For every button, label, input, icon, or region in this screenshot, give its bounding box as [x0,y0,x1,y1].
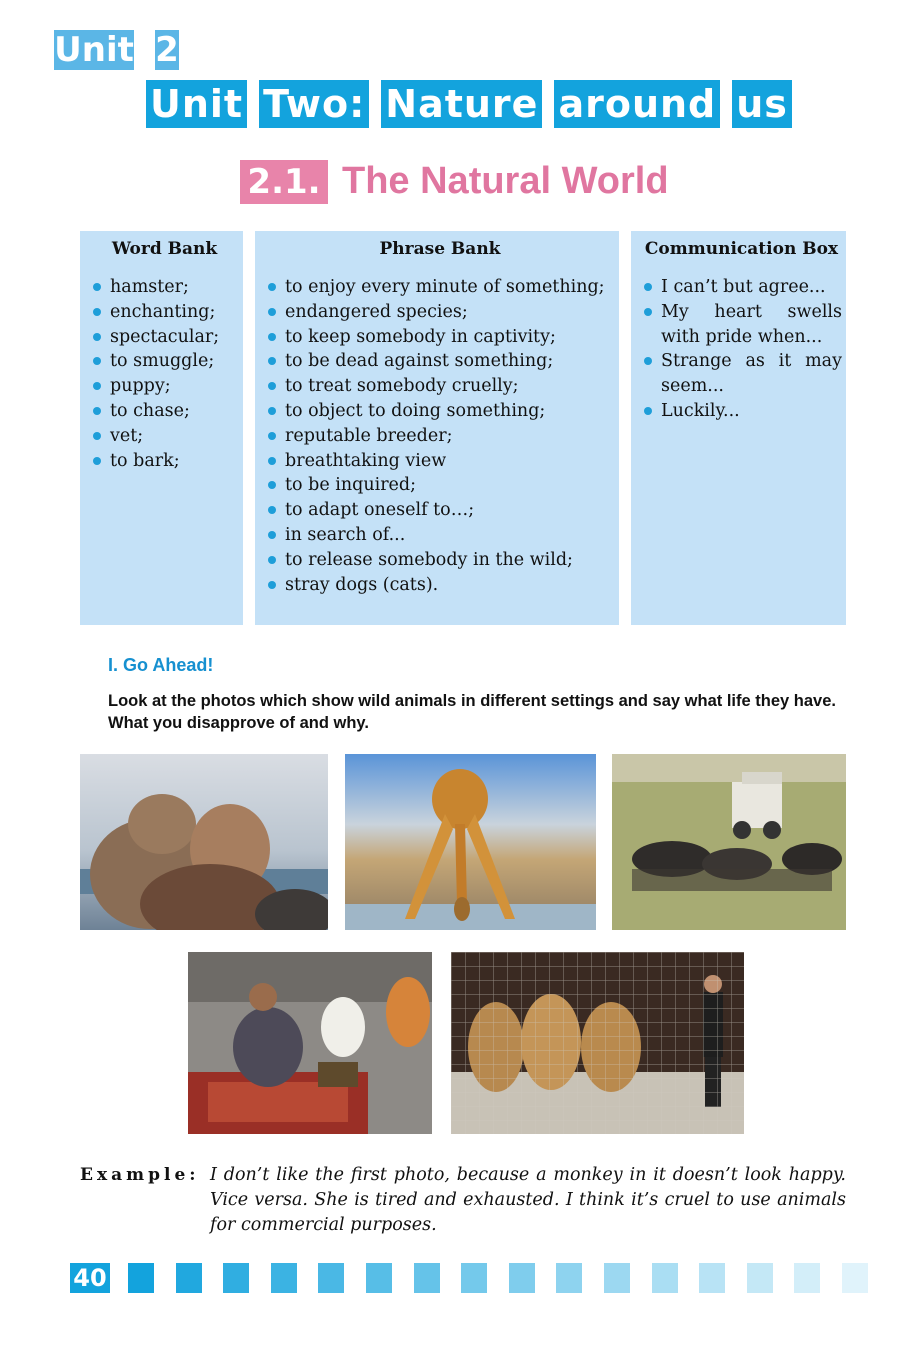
list-item: to be inquired; [265,473,615,498]
list-item: stray dogs (cats). [265,573,615,598]
footer-square [699,1263,725,1293]
word-bank-box [80,231,243,625]
footer-square [176,1263,202,1293]
example-label: Example: [80,1165,200,1185]
footer-square [509,1263,535,1293]
unit-number: 2 [155,30,179,70]
word-bank-heading: Word Bank [111,239,218,259]
wildebeest-safari-photo [612,754,846,930]
footer-square [747,1263,773,1293]
footer-square [461,1263,487,1293]
monkey-photo [80,754,328,930]
title-word: Nature [381,80,542,128]
section-title: The Natural World [342,160,669,202]
example-text: I don’t like the first photo, because a monkey in it doesn’t look happy. Vice versa. She is tired and exhausted. I think it’s cruel to use animals for commercial purposes. [210,1165,846,1235]
list-item: Luckily... [641,399,842,424]
footer-square [366,1263,392,1293]
giraffe-photo [345,754,596,930]
footer-square [652,1263,678,1293]
instruction-text: Look at the photos which show wild animals in different settings and say what life they have. What you disapprove of and why. [108,692,836,732]
list-item: to release somebody in the wild; [265,548,615,573]
list-item: I can’t but agree... [641,275,842,300]
list-item: breathtaking view [265,449,615,474]
footer-square [794,1263,820,1293]
list-item: to treat somebody cruelly; [265,374,615,399]
footer-square [604,1263,630,1293]
list-item: My heart swells with pride when... [641,300,842,350]
list-item: to keep somebody in captivity; [265,325,615,350]
unit-label: Unit [54,30,134,70]
list-item: endangered species; [265,300,615,325]
circus-lions-photo [451,952,744,1134]
footer-square [842,1263,868,1293]
phrase-bank-box [255,231,619,625]
go-ahead-heading: I. Go Ahead! [108,655,214,675]
page-number: 40 [70,1263,110,1293]
title-word: Two: [259,80,369,128]
list-item: to smuggle; [90,349,239,374]
footer-square [128,1263,154,1293]
list-item: reputable breeder; [265,424,615,449]
list-item: hamster; [90,275,239,300]
communication-list [641,275,842,424]
section-number: 2.1. [240,160,328,204]
phrase-bank-list [265,275,615,597]
footer-square [223,1263,249,1293]
list-item: to be dead against something; [265,349,615,374]
footer-square [318,1263,344,1293]
list-item: enchanting; [90,300,239,325]
list-item: to enjoy every minute of something; [265,275,615,300]
footer-square [271,1263,297,1293]
list-item: to bark; [90,449,239,474]
communication-box [631,231,846,625]
list-item: to adapt oneself to…; [265,498,615,523]
footer-square [414,1263,440,1293]
list-item: puppy; [90,374,239,399]
list-item: vet; [90,424,239,449]
list-item: in search of... [265,523,615,548]
footer-square [556,1263,582,1293]
title-word: around [554,80,720,128]
unit-title [146,80,792,128]
list-item: spectacular; [90,325,239,350]
title-word: Unit [146,80,247,128]
snake-charmer-photo [188,952,432,1134]
list-item: Strange as it may seem... [641,349,842,399]
phrase-bank-heading: Phrase Bank [379,239,501,259]
list-item: to object to doing something; [265,399,615,424]
title-word: us [732,80,792,128]
word-bank-list [90,275,239,473]
list-item: to chase; [90,399,239,424]
communication-box-heading: Communication Box [644,239,839,259]
